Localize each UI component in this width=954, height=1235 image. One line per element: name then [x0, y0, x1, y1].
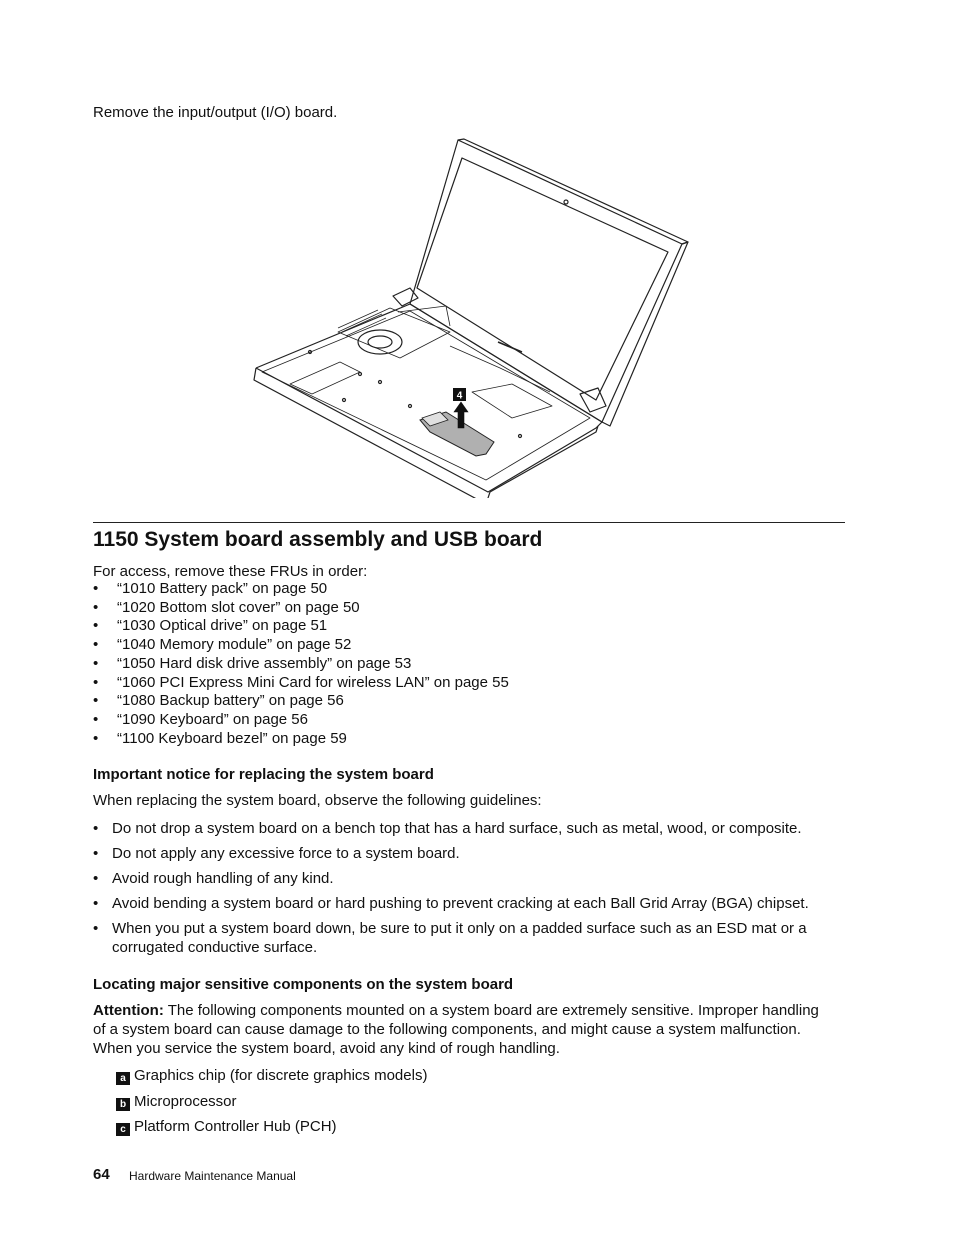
list-item: • “1090 Keyboard” on page 56 — [93, 710, 308, 728]
display-panel — [417, 158, 668, 400]
intro-text: Remove the input/output (I/O) board. — [93, 104, 338, 121]
list-item: • “1040 Memory module” on page 52 — [93, 636, 352, 654]
component-item: a Graphics chip (for discrete graphics models) — [116, 1066, 427, 1085]
list-item: • Do not apply any excessive force to a system board. — [93, 845, 460, 862]
list-item: • Do not drop a system board on a bench top that has a hard surface, such as metal, wood, or composite. — [93, 820, 802, 837]
guidelines-list — [93, 819, 853, 963]
manual-title: Hardware Maintenance Manual — [129, 1169, 296, 1183]
list-item: • “1080 Backup battery” on page 56 — [93, 692, 344, 710]
component-item: c Platform Controller Hub (PCH) — [116, 1117, 337, 1136]
list-item: • Avoid bending a system board or hard pushing to prevent cracking at each Ball Grid Array (BGA) chipset. — [93, 895, 809, 912]
step-callout-label: 4 — [456, 390, 463, 402]
list-item: • When you put a system board down, be sure to put it only on a padded surface such as an ESD mat or a corrugated conductive surface. — [93, 920, 807, 956]
important-notice-heading: Important notice for replacing the system board — [93, 766, 434, 783]
component-item: b Microprocessor — [116, 1092, 237, 1111]
component-tag: b — [116, 1098, 130, 1111]
laptop-lid — [410, 140, 682, 422]
list-item: • “1050 Hard disk drive assembly” on page 53 — [93, 654, 412, 672]
access-intro: For access, remove these FRUs in order: — [93, 563, 368, 580]
laptop-base — [256, 304, 602, 492]
component-tag: a — [116, 1072, 130, 1085]
guidelines-intro: When replacing the system board, observe the following guidelines: — [93, 792, 542, 809]
attention-text: The following components mounted on a system board are extremely sensitive. Improper handling of a system board can cause damage to the following components, and might cause a system malfunction. When you service the system board, avoid any kind of rough handling. — [93, 1002, 819, 1057]
list-item: • “1060 PCI Express Mini Card for wireless LAN” on page 55 — [93, 673, 509, 691]
list-item: • “1030 Optical drive” on page 51 — [93, 617, 328, 635]
locating-components-heading: Locating major sensitive components on the system board — [93, 976, 514, 993]
fru-list — [93, 580, 509, 748]
list-item: • “1010 Battery pack” on page 50 — [93, 580, 328, 597]
list-item: • “1100 Keyboard bezel” on page 59 — [93, 729, 347, 747]
io-board-removal-figure — [250, 136, 690, 498]
list-item: • “1020 Bottom slot cover” on page 50 — [93, 598, 360, 616]
attention-paragraph — [93, 1001, 833, 1058]
page-number: 64 — [93, 1166, 110, 1183]
component-tag: c — [116, 1123, 130, 1136]
section-divider — [93, 522, 845, 523]
section-title: 1150 System board assembly and USB board — [93, 528, 543, 551]
list-item: • Avoid rough handling of any kind. — [93, 870, 334, 887]
attention-label: Attention: — [93, 1002, 164, 1019]
